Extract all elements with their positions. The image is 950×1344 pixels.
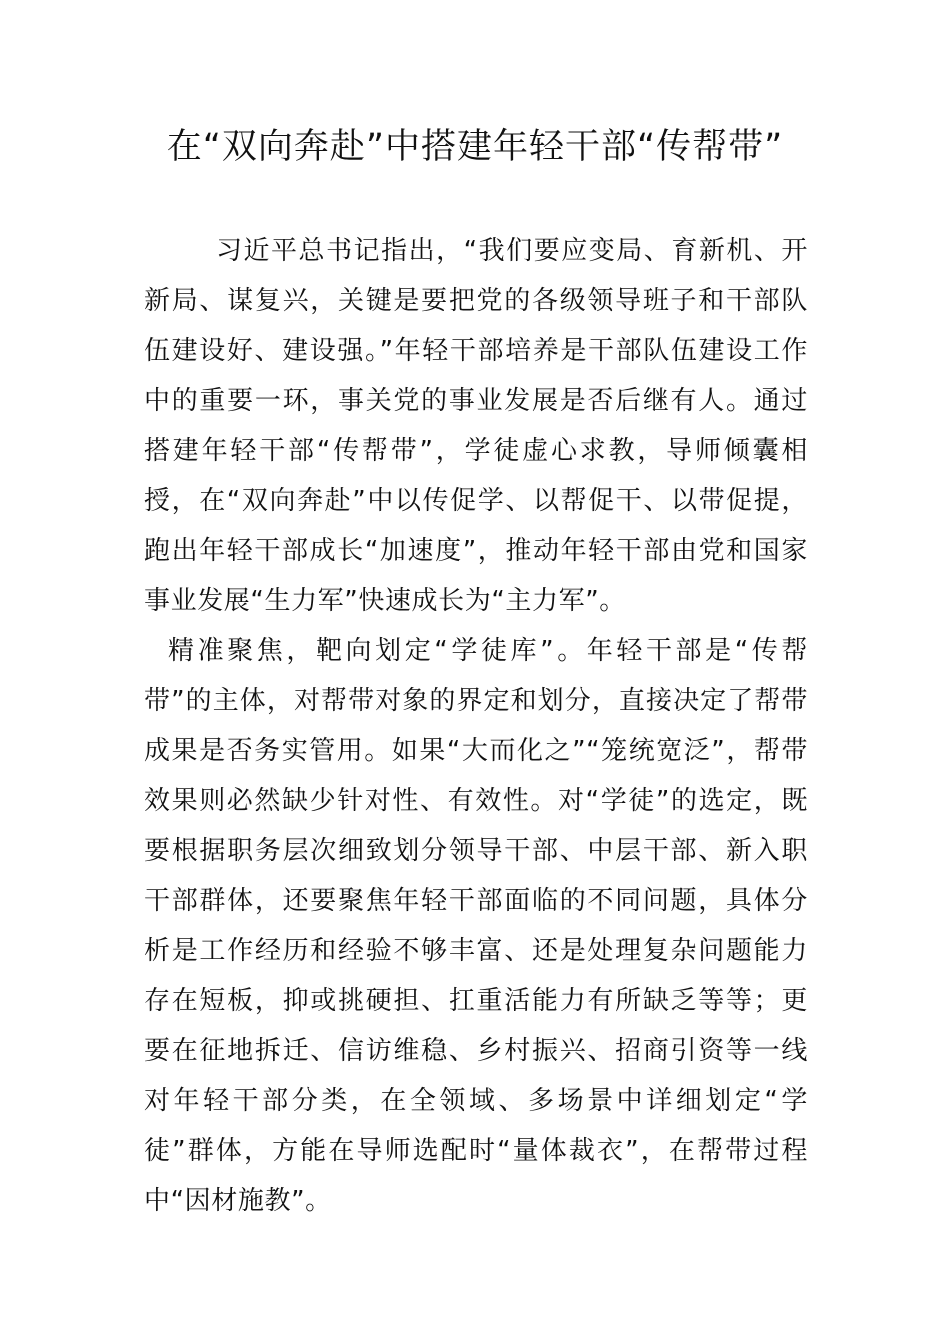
- paragraph-precise-focus: 精准聚焦，靶向划定“学徒库”。年轻干部是“传帮带”的主体，对帮带对象的界定和划分，直接决定了帮带成果是否务实管用。如果“大而化之”“笼统宽泛”，帮带效果则必然缺少针对性、有效性。对“学徒”的选定，既要根据职务层次细致划分领导干部、中层干部、新入职干部群体，还要聚焦年轻干部面临的不同问题，具体分析是工作经历和经验不够丰富、还是处理复杂问题能力存在短板，抑或挑硬担、扛重活能力有所缺乏等等；更要在征地拆迁、信访维稳、乡村振兴、招商引资等一线对年轻干部分类，在全领域、多场景中详细划定“学徒”群体，方能在导师选配时“量体裁衣”，在帮带过程中“因材施教”。: [144, 636, 808, 1216]
- document-body: [144, 226, 808, 1226]
- paragraph-intro: 习近平总书记指出，“我们要应变局、育新机、开新局、谋复兴，关键是要把党的各级领导班子和干部队伍建设好、建设强。”年轻干部培养是干部队伍建设工作中的重要一环，事关党的事业发展是否后继有人。通过搭建年轻干部“传帮带”，学徒虚心求教，导师倾囊相授，在“双向奔赴”中以传促学、以帮促干、以带促提，跑出年轻干部成长“加速度”，推动年轻干部由党和国家事业发展“生力军”快速成长为“主力军”。: [144, 236, 808, 616]
- document-title: 在“双向奔赴”中搭建年轻干部“传帮带”: [166, 127, 784, 167]
